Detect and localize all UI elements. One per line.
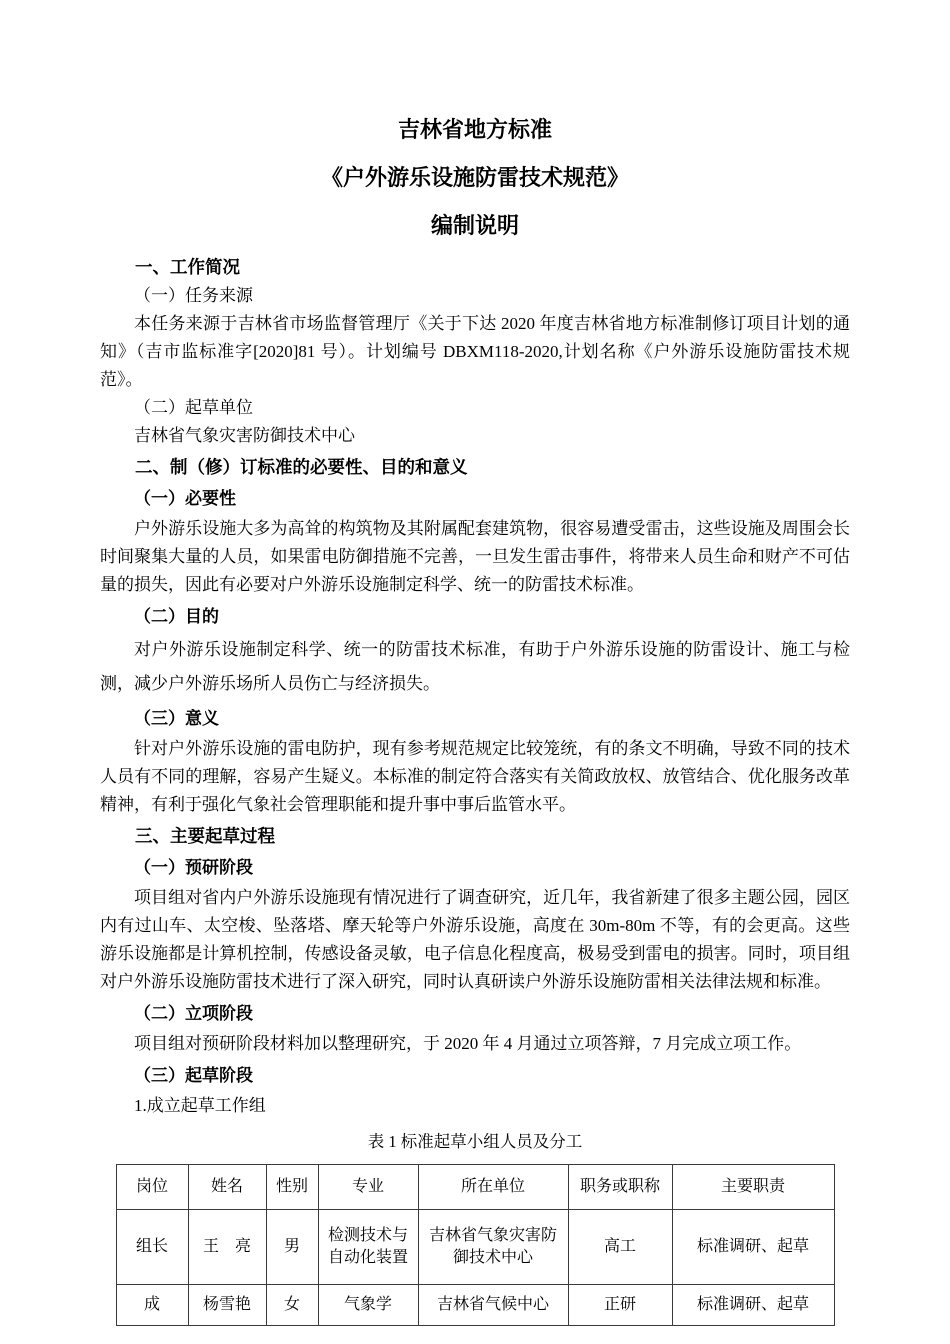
doc-title-line-3: 编制说明 — [430, 213, 519, 238]
table-cell-title: 高工 — [568, 1210, 672, 1285]
table-cell-name: 王 亮 — [188, 1210, 266, 1285]
table-header-row — [116, 1165, 834, 1210]
table-cell-position: 成 — [116, 1285, 188, 1326]
table-header-title: 职务或职称 — [568, 1165, 672, 1210]
table-cell-major: 检测技术与自动化装置 — [318, 1210, 418, 1285]
table-cell-gender: 女 — [266, 1285, 318, 1326]
section-3-paragraph-1: 项目组对省内户外游乐设施现有情况进行了调查研究，近几年，我省新建了很多主题公园，园区内有过山车、太空梭、坠落塔、摩天轮等户外游乐设施，高度在 30m-80m 不等，有的会更高。这些游乐设施都是计算机控制，传感设备灵敏，电子信息化程度高，极易受到雷电的损害。同时，项目组对户外游乐设施防雷技术进行了深入研究，同时认真研读户外游乐设施防雷相关法律法规和标准。 — [100, 888, 850, 991]
table-header-position: 岗位 — [116, 1165, 188, 1210]
section-3-heading: 三、主要起草过程 — [135, 826, 275, 846]
table-header-major: 专业 — [318, 1165, 418, 1210]
section-2-paragraph-2: 对户外游乐设施制定科学、统一的防雷技术标准，有助于户外游乐设施的防雷设计、施工与检测，减少户外游乐场所人员伤亡与经济损失。 — [100, 640, 850, 693]
table-caption: 表 1 标准起草小组人员及分工 — [367, 1132, 583, 1151]
table-cell-title: 正研 — [568, 1285, 672, 1326]
table-header-workunit: 所在单位 — [418, 1165, 568, 1210]
table-header-name: 姓名 — [188, 1165, 266, 1210]
table-cell-gender: 男 — [266, 1210, 318, 1285]
section-2-sub-1: （一）必要性 — [134, 489, 236, 508]
section-1-sub-2: （二）起草单位 — [134, 398, 253, 417]
section-1-paragraph-1: 本任务来源于吉林省市场监督管理厅《关于下达 2020 年度吉林省地方标准制修订项目计划的通知》（吉市监标准字[2020]81 号）。计划编号 DBXM118-2020,计划名称《户外游乐设施防雷技术规范》。 — [100, 314, 850, 389]
section-3-paragraph-2: 项目组对预研阶段材料加以整理研究，于 2020 年 4 月通过立项答辩，7 月完成立项工作。 — [134, 1034, 802, 1053]
table-row — [116, 1210, 834, 1285]
doc-title-line-2: 《户外游乐设施防雷技术规范》 — [320, 165, 629, 190]
table-cell-workunit: 吉林省气候中心 — [418, 1285, 568, 1326]
table-cell-name: 杨雪艳 — [188, 1285, 266, 1326]
personnel-table — [116, 1164, 835, 1326]
section-3-sub-2: （二）立项阶段 — [134, 1004, 253, 1023]
section-3-sub-3: （三）起草阶段 — [134, 1066, 253, 1085]
table-cell-position: 组长 — [116, 1210, 188, 1285]
section-3-sub-1: （一）预研阶段 — [134, 858, 253, 877]
section-1-paragraph-2: 吉林省气象灾害防御技术中心 — [134, 426, 355, 445]
table-header-duty: 主要职责 — [672, 1165, 834, 1210]
table-cell-duty: 标准调研、起草 — [672, 1210, 834, 1285]
table-cell-duty: 标准调研、起草 — [672, 1285, 834, 1326]
table-cell-major: 气象学 — [318, 1285, 418, 1326]
section-3-paragraph-3: 1.成立起草工作组 — [134, 1096, 266, 1115]
section-1-heading: 一、工作简况 — [135, 257, 240, 277]
table-cell-workunit: 吉林省气象灾害防御技术中心 — [418, 1210, 568, 1285]
section-2-heading: 二、制（修）订标准的必要性、目的和意义 — [135, 457, 468, 477]
section-2-paragraph-3: 针对户外游乐设施的雷电防护，现有参考规范规定比较笼统，有的条文不明确，导致不同的技术人员有不同的理解，容易产生疑义。本标准的制定符合落实有关简政放权、放管结合、优化服务改革精神，有利于强化气象社会管理职能和提升事中事后监管水平。 — [100, 739, 850, 814]
table-row — [116, 1285, 834, 1326]
section-2-sub-2: （二）目的 — [134, 607, 219, 626]
section-2-paragraph-1: 户外游乐设施大多为高耸的构筑物及其附属配套建筑物，很容易遭受雷击，这些设施及周围会长时间聚集大量的人员，如果雷电防御措施不完善，一旦发生雷击事件，将带来人员生命和财产不可估量的损失，因此有必要对户外游乐设施制定科学、统一的防雷技术标准。 — [100, 519, 850, 594]
table-header-gender: 性别 — [266, 1165, 318, 1210]
section-1-sub-1: （一）任务来源 — [134, 286, 253, 305]
doc-title-line-1: 吉林省地方标准 — [397, 117, 552, 142]
section-2-sub-3: （三）意义 — [134, 709, 219, 728]
